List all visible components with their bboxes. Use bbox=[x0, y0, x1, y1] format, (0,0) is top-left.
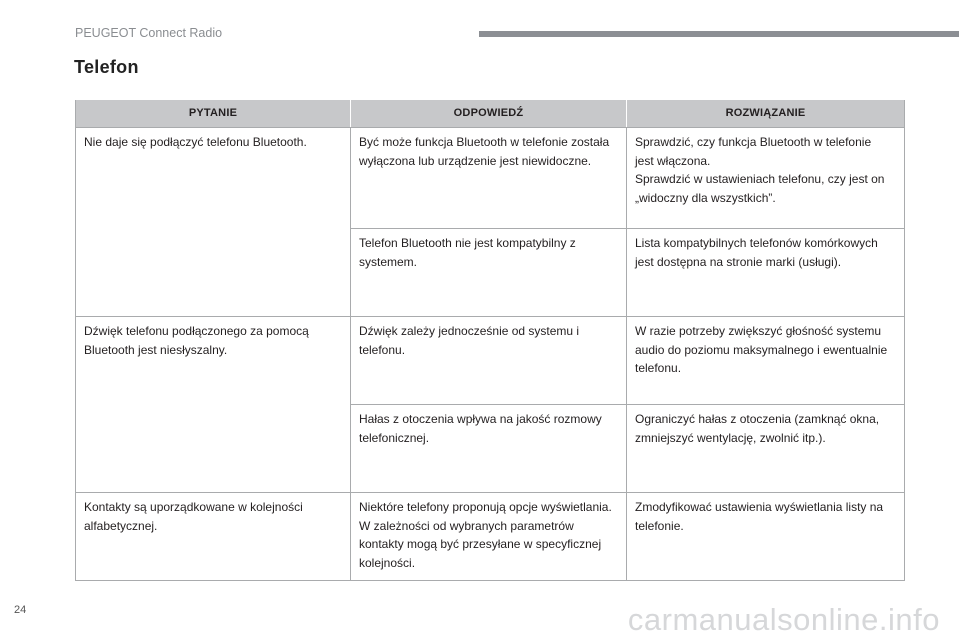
answer-cell bbox=[351, 229, 627, 317]
table-row bbox=[76, 317, 905, 405]
solution-text: audio do poziomu maksymalnego i ewentualnie bbox=[635, 342, 888, 357]
answer-text: kolejności. bbox=[359, 555, 416, 570]
solution-text: Sprawdzić w ustawieniach telefonu, czy jest on bbox=[635, 172, 885, 186]
table-row bbox=[76, 128, 905, 229]
answer-text: W zależności od wybranych parametrów bbox=[359, 518, 574, 533]
solution-cell bbox=[627, 317, 905, 405]
answer-text: Hałas z otoczenia wpływa na jakość rozmowy bbox=[359, 412, 602, 426]
solution-text: Zmodyfikować ustawienia wyświetlania listy na bbox=[635, 500, 884, 514]
answer-cell bbox=[351, 317, 627, 405]
table-header-row bbox=[76, 100, 905, 128]
question-cell bbox=[76, 317, 351, 493]
question-text: Dźwięk telefonu podłączonego za pomocą bbox=[84, 324, 309, 338]
solution-cell bbox=[627, 229, 905, 317]
question-text: Kontakty są uporządkowane w kolejności bbox=[84, 500, 303, 514]
answer-text: Dźwięk zależy jednocześnie od systemu i bbox=[359, 324, 580, 338]
solution-text: Lista kompatybilnych telefonów komórkowych bbox=[635, 236, 878, 250]
answer-cell bbox=[351, 493, 627, 581]
solution-text: jest dostępna na stronie marki (usługi). bbox=[635, 254, 842, 269]
question-cell bbox=[76, 128, 351, 317]
column-header-answer: ODPOWIEDŹ bbox=[351, 100, 627, 128]
answer-text: Niektóre telefony proponują opcje wyświetlania. bbox=[359, 500, 612, 514]
solution-text: jest włączona. bbox=[635, 153, 711, 168]
solution-text: Ograniczyć hałas z otoczenia (zamknąć okna, bbox=[635, 412, 880, 426]
solution-cell bbox=[627, 493, 905, 581]
answer-text: Telefon Bluetooth nie jest kompatybilny z bbox=[359, 236, 576, 250]
page-title: Telefon bbox=[74, 57, 139, 77]
solution-text: telefonie. bbox=[635, 518, 684, 533]
watermark-text: carmanualsonline.info bbox=[627, 602, 940, 637]
running-header: PEUGEOT Connect Radio bbox=[75, 26, 223, 40]
solution-cell bbox=[627, 405, 905, 493]
answer-cell bbox=[351, 128, 627, 229]
question-text: Nie daje się podłączyć telefonu Bluetooth. bbox=[84, 135, 307, 149]
troubleshooting-table bbox=[75, 100, 905, 581]
answer-text: systemem. bbox=[359, 254, 418, 269]
column-header-solution: ROZWIĄZANIE bbox=[627, 100, 905, 128]
solution-cell bbox=[627, 128, 905, 229]
table-row bbox=[76, 493, 905, 581]
answer-text: Być może funkcja Bluetooth w telefonie została bbox=[359, 135, 610, 149]
answer-text: wyłączona lub urządzenie jest niewidoczne. bbox=[359, 153, 592, 168]
solution-text: telefonu. bbox=[635, 361, 682, 375]
question-cell bbox=[76, 493, 351, 581]
answer-cell bbox=[351, 405, 627, 493]
page-number: 24 bbox=[14, 604, 27, 616]
column-header-question: PYTANIE bbox=[76, 100, 351, 128]
answer-text: telefonu. bbox=[359, 342, 406, 357]
answer-text: telefonicznej. bbox=[359, 430, 430, 445]
solution-text: Sprawdzić, czy funkcja Bluetooth w telefonie bbox=[635, 135, 872, 149]
question-text: alfabetycznej. bbox=[84, 518, 158, 533]
solution-text: „widoczny dla wszystkich”. bbox=[635, 190, 776, 205]
answer-text: kontakty mogą być przesyłane w specyficznej bbox=[359, 537, 602, 551]
solution-text: W razie potrzeby zwiększyć głośność systemu bbox=[635, 324, 882, 338]
solution-text: zmniejszyć wentylację, zwolnić itp.). bbox=[635, 430, 826, 445]
header-rule bbox=[479, 31, 959, 37]
question-text: Bluetooth jest niesłyszalny. bbox=[84, 342, 228, 357]
